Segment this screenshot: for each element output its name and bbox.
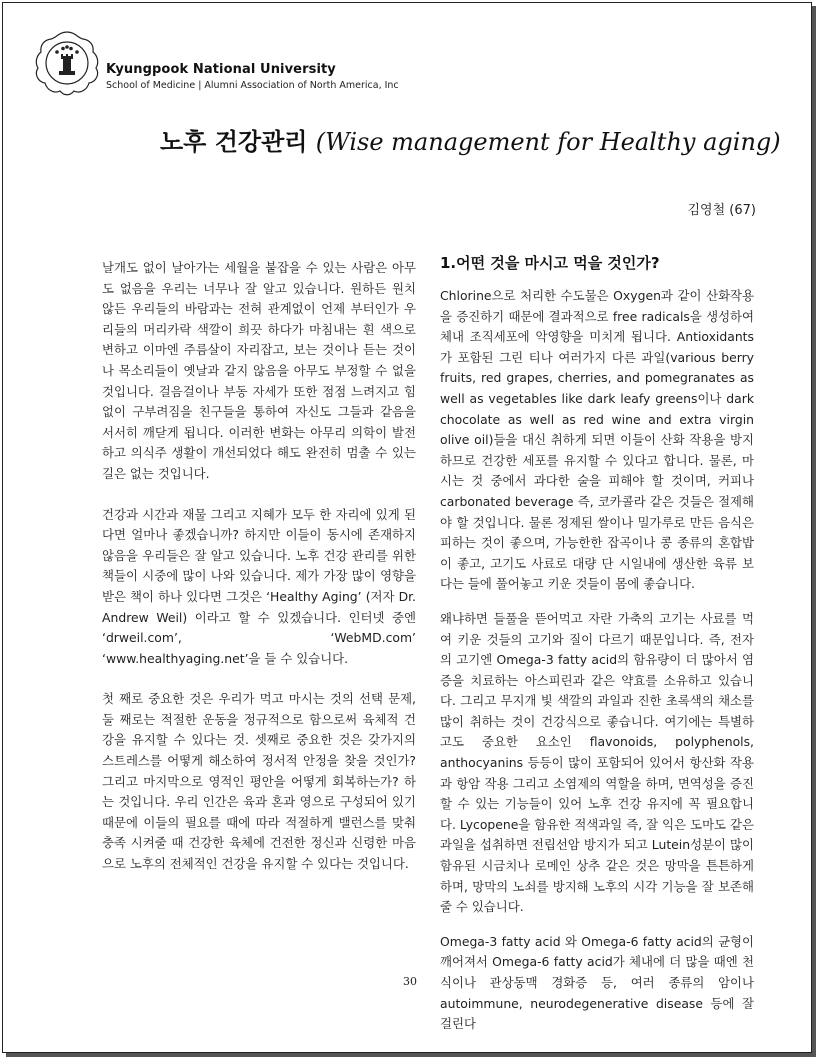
- left-column: [102, 258, 416, 895]
- left-paragraph: 건강과 시간과 재물 그리고 지혜가 모두 한 자리에 있게 된다면 얼마나 좋겠습니까? 하지만 이들이 동시에 존재하지 않음을 우리들은 잘 알고 있습니다. 노후 건강 관리를 위한 책들이 시중에 많이 나와 있습니다. 제가 가장 많이 영향을 받은 책이 하나 있다면 그것은 ‘Healthy Aging’ (저자 Dr. Andrew Weil) 이라고 할 수 있겠습니다. 인터넷 중엔 ‘drweil.com’, ‘WebMD.com’ ‘www.healthyaging.net’을 들 수 있습니다.: [102, 506, 416, 666]
- section-heading: 1.어떤 것을 마시고 먹을 것인가?: [440, 254, 660, 272]
- page-number: 30: [403, 975, 417, 988]
- article-title: [160, 122, 781, 162]
- left-paragraph: 첫 째로 중요한 것은 우리가 먹고 마시는 것의 선택 문제, 둘 째로는 적절한 운동을 정규적으로 함으로써 육체적 건강을 유지할 수 있다는 것. 셋째로 중요한 것은 갖가지의 스트레스를 어떻게 해소하여 정서적 안정을 찾을 것인가? 그리고 마지막으로 영적인 평안을 어떻게 회복하는가? 하는 것입니다. 우리 인간은 육과 혼과 영으로 구성되어 있기 때문에 이들의 필요를 때에 따라 적절하게 밸런스를 맞춰 충족 시켜줄 때 건강한 육체에 건전한 정신과 신령한 마음으로 노후의 전체적인 건강을 유지할 수 있다는 것입니다.: [102, 691, 416, 872]
- title-english: (Wise management for Healthy aging): [315, 128, 781, 156]
- right-paragraph: Omega-3 fatty acid 와 Omega-6 fatty acid의 균형이 깨어져서 Omega-6 fatty acid가 체내에 더 많을 때엔 천식이나 관상동맥 경화증 등, 여러 종류의 암이나 autoimmune, neurodegenerative disease 등에 잘 걸린다: [440, 933, 754, 1032]
- right-paragraph: 왜냐하면 들풀을 뜯어먹고 자란 가축의 고기는 사료를 먹여 키운 것들의 고기와 질이 다르기 때문입니다. 즉, 전자의 고기엔 Omega-3 fatty acid의 함유량이 더 많아서 염증을 치료하는 아스피린과 같은 약효를 소유하고 있습니다. 그리고 무지개 빛 색깔의 과일과 진한 초록색의 채소를 많이 취하는 것이 건강식으로 좋습니다. 여기에는 특별하고도 중요한 요소인 flavonoids, polyphenols, anthocyanins 등등이 많이 포함되어 있어서 항산화 작용과 항암 작용 그리고 소염제의 역할을 하며, 면역성을 증진할 수 있는 기능들이 있어 노후 건강 유지에 꼭 필요합니다. Lycopene을 함유한 적색과일 즉, 잘 익은 도마도 같은 과일을 섭취하면 전립선암 방지가 되고 Lutein성분이 많이 함유된 시금치나 로메인 상추 같은 것은 망막을 튼튼하게 하며, 망막의 노쇠를 방지해 노후의 시각 기능을 잘 보존해 줄 수 있습니다.: [440, 610, 754, 915]
- left-paragraph: 날개도 없이 날아가는 세월을 붙잡을 수 있는 사람은 아무도 없음을 우리는 너무나 잘 알고 있습니다. 원하든 원치 않든 우리들의 바람과는 전혀 관계없이 언제 부터인가 우리들의 머리카락 색깔이 희끗 하다가 마침내는 흰 색으로 변하고 이마엔 주름살이 자리잡고, 보는 것이나 듣는 것이나 목소리들이 옛날과 같지 않음을 아무도 부정할 수 없을 것입니다. 걸음걸이나 부동 자세가 또한 점점 느려지고 힘없이 구부려짐을 친구들을 통하여 자신도 그들과 같음을 서서히 깨닫게 됩니다. 이러한 변화는 아무리 의학이 발전하고 의식주 생활이 개선되었다 해도 완전히 멈출 수 있는 길은 없는 것입니다.: [102, 260, 416, 481]
- university-subtitle: School of Medicine | Alumni Association of North America, Inc: [106, 80, 399, 91]
- university-name: Kyungpook National University: [106, 62, 336, 77]
- university-emblem-icon: [34, 30, 100, 96]
- title-korean: 노후 건강관리: [160, 128, 308, 156]
- author-byline: 김영철 (67): [687, 203, 756, 218]
- right-column: [440, 252, 754, 1049]
- right-paragraph: Chlorine으로 처리한 수도물은 Oxygen과 같이 산화작용을 증진하기 때문에 결과적으로 free radicals을 생성하여 체내 조직세포에 악영향을 미치게 됩니다. Antioxidants 가 포함된 그린 티나 여러가지 다른 과일(various berry fruits, red grapes, cherries, and pomegranates as well as vegetables like dark leafy greens이나 dark chocolate as well as red wine and extra virgin olive oil)들을 대신 취하게 되면 이들이 산화 작용을 방지하므로 건강한 세포를 유지할 수 있다고 합니다. 물론, 마시는 것 중에서 과다한 술을 피해야 할 것이며, 커피나 carbonated beverage 즉, 코카콜라 같은 것들은 절제해야 할 것입니다. 물론 정제된 쌀이나 밀가루로 만든 음식은 피하는 것이 좋으며, 가능한한 잡곡이나 콩 종류의 혼합밥이 좋고, 고기도 사료로 대량 단 시일내에 생산한 육류 보다는 들에 풀어놓고 키운 것들이 몸에 좋습니다.: [440, 288, 754, 592]
